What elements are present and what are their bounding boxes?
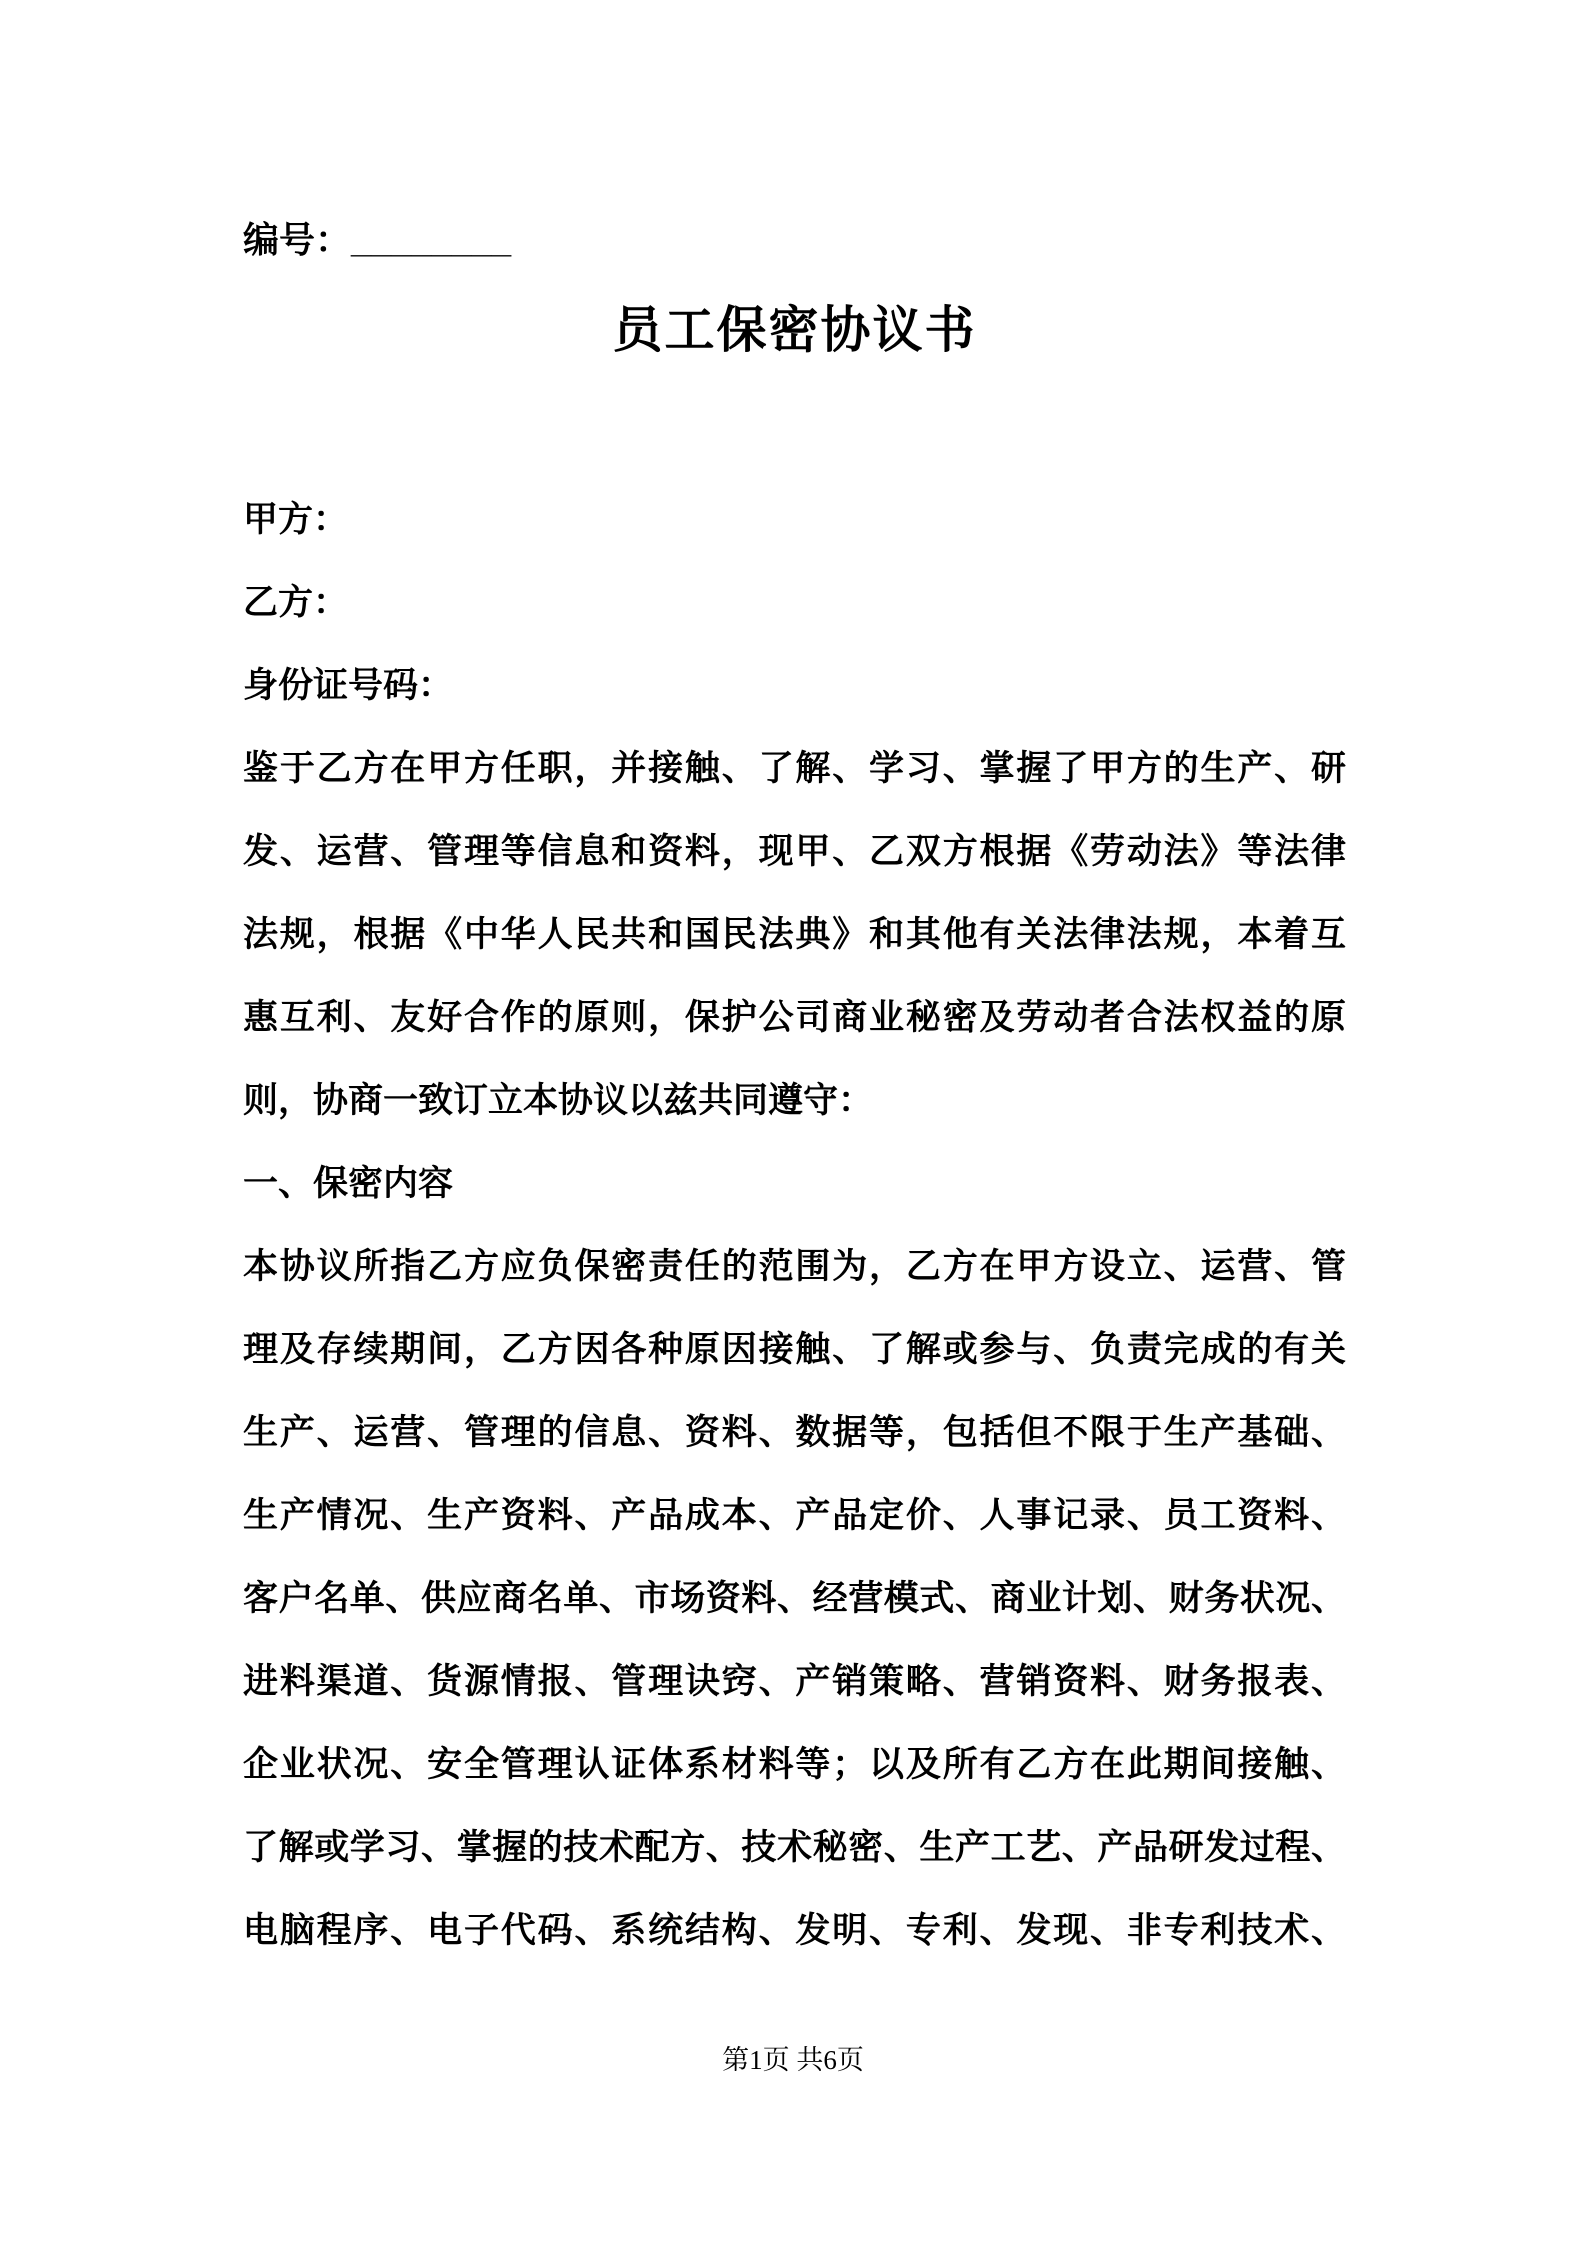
document-body bbox=[243, 478, 1346, 1972]
paragraph-line: 发、运营、管理等信息和资料，现甲、乙双方根据《劳动法》等法律 bbox=[243, 832, 1346, 871]
id-number-label: 身份证号码： bbox=[243, 666, 454, 705]
paragraph-line: 电脑程序、电子代码、系统结构、发明、专利、发现、非专利技术、 bbox=[243, 1911, 1346, 1950]
section-1-heading: 一、保密内容 bbox=[243, 1164, 454, 1203]
party-a-label: 甲方： bbox=[243, 500, 349, 539]
paragraph-line: 理及存续期间，乙方因各种原因接触、了解或参与、负责完成的有关 bbox=[243, 1330, 1346, 1369]
page-footer: 第1页 共6页 bbox=[722, 2045, 864, 2075]
paragraph-line: 本协议所指乙方应负保密责任的范围为，乙方在甲方设立、运营、管 bbox=[243, 1247, 1346, 1286]
confidentiality-scope-paragraph bbox=[243, 1225, 1346, 1972]
party-b-label: 乙方： bbox=[243, 583, 349, 622]
paragraph-line: 生产情况、生产资料、产品成本、产品定价、人事记录、员工资料、 bbox=[243, 1496, 1346, 1535]
paragraph-line: 进料渠道、货源情报、管理诀窍、产销策略、营销资料、财务报表、 bbox=[243, 1662, 1346, 1701]
paragraph-line: 鉴于乙方在甲方任职，并接触、了解、学习、掌握了甲方的生产、研 bbox=[243, 749, 1346, 788]
page-title: 员工保密协议书 bbox=[612, 302, 977, 358]
paragraph-line: 企业状况、安全管理认证体系材料等；以及所有乙方在此期间接触、 bbox=[243, 1745, 1346, 1784]
paragraph-line: 法规，根据《中华人民共和国民法典》和其他有关法律法规，本着互 bbox=[243, 915, 1346, 954]
paragraph-line: 客户名单、供应商名单、市场资料、经营模式、商业计划、财务状况、 bbox=[243, 1579, 1346, 1618]
paragraph-line: 则，协商一致订立本协议以兹共同遵守： bbox=[243, 1081, 874, 1120]
paragraph-line: 生产、运营、管理的信息、资料、数据等，包括但不限于生产基础、 bbox=[243, 1413, 1346, 1452]
paragraph-line: 了解或学习、掌握的技术配方、技术秘密、生产工艺、产品研发过程、 bbox=[243, 1828, 1346, 1867]
paragraph-line: 惠互利、友好合作的原则，保护公司商业秘密及劳动者合法权益的原 bbox=[243, 998, 1346, 1037]
doc-number: 编号：________ bbox=[243, 219, 512, 260]
preamble-paragraph bbox=[243, 727, 1346, 1142]
